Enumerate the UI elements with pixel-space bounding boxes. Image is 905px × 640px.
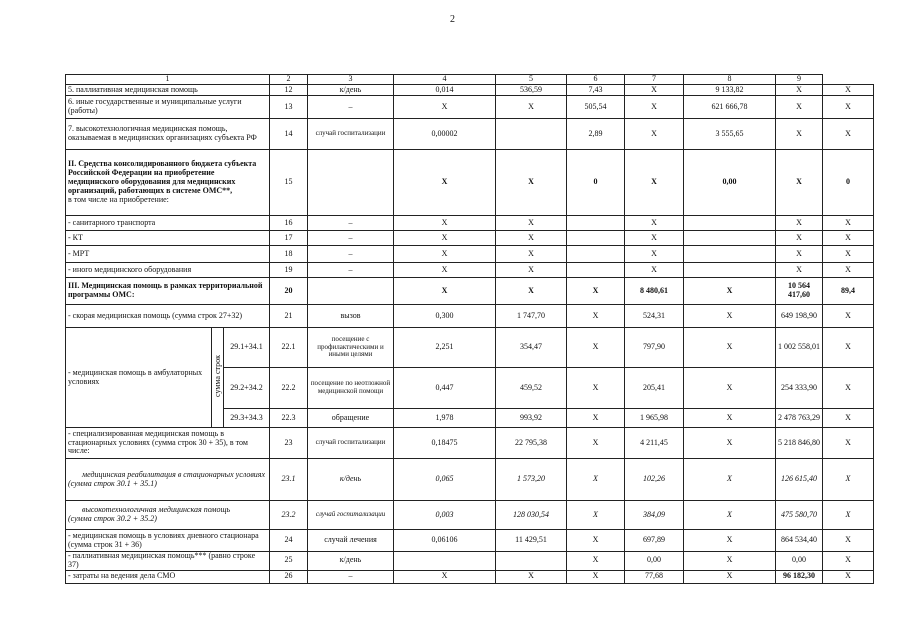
row-label-main: медицинская реабилитация в стационарных условиях bbox=[82, 469, 266, 479]
table-row bbox=[66, 305, 874, 328]
cell-c9: X bbox=[823, 552, 874, 571]
cell-c3: 0,014 bbox=[394, 85, 496, 96]
row-number: 20 bbox=[270, 278, 308, 305]
row-number: 22.2 bbox=[270, 368, 308, 409]
cell-c8: X bbox=[776, 246, 823, 263]
cell-c5: X bbox=[567, 368, 625, 409]
cell-c8: 254 333,90 bbox=[776, 368, 823, 409]
row-label: - медицинская помощь в условиях дневного стационара (сумма строк 31 + 36) bbox=[66, 530, 270, 552]
sum-formula: 29.2+34.2 bbox=[224, 368, 270, 409]
col-4-head: 4 bbox=[394, 75, 496, 85]
cell-c4: X bbox=[496, 231, 567, 246]
cell-c8: 96 182,30 bbox=[776, 570, 823, 583]
table-row bbox=[66, 552, 874, 571]
cell-c4 bbox=[496, 119, 567, 150]
ambulatory-label: - медицинская помощь в амбулаторных условиях bbox=[66, 328, 212, 428]
col-5-head: 5 bbox=[496, 75, 567, 85]
row-unit: вызов bbox=[308, 305, 394, 328]
cell-c5 bbox=[567, 246, 625, 263]
cell-c8: 649 198,90 bbox=[776, 305, 823, 328]
cell-c9: X bbox=[823, 530, 874, 552]
row-unit: посещение по неотложной медицинской помощи bbox=[308, 368, 394, 409]
cell-c6: 102,26 bbox=[625, 459, 684, 501]
cell-c9: X bbox=[823, 368, 874, 409]
cell-c9: X bbox=[823, 328, 874, 368]
cell-c7: X bbox=[684, 305, 776, 328]
table-row bbox=[66, 570, 874, 583]
row-number: 15 bbox=[270, 150, 308, 216]
row-label-sum: (сумма строк 30.2 + 35.2) bbox=[68, 514, 157, 523]
section-title: II. Средства консолидированного бюджета субъекта Российской Федерации на приобретение медицинского оборудования для медицинских организаций, работающих в системе ОМС**, bbox=[68, 159, 257, 195]
row-label bbox=[66, 501, 270, 530]
cell-c3: 0,00002 bbox=[394, 119, 496, 150]
cell-c4: X bbox=[496, 263, 567, 278]
row-unit: посещение с профилактическими и иными целями bbox=[308, 328, 394, 368]
cell-c4: 22 795,38 bbox=[496, 428, 567, 459]
cell-c6: X bbox=[625, 231, 684, 246]
cell-c7 bbox=[684, 246, 776, 263]
cell-c9: X bbox=[823, 305, 874, 328]
cell-c4: 1 573,20 bbox=[496, 459, 567, 501]
row-label: - иного медицинского оборудования bbox=[66, 263, 270, 278]
cell-c6: 697,89 bbox=[625, 530, 684, 552]
cell-c7 bbox=[684, 263, 776, 278]
cell-c9: X bbox=[823, 459, 874, 501]
row-unit: случай госпитализации bbox=[308, 428, 394, 459]
cell-c3: 0,065 bbox=[394, 459, 496, 501]
row-label: 6. иные государственные и муниципальные услуги (работы) bbox=[66, 96, 270, 119]
cell-c3: X bbox=[394, 216, 496, 231]
cell-c8: 126 615,40 bbox=[776, 459, 823, 501]
cell-c3: 1,978 bbox=[394, 409, 496, 428]
table-row bbox=[66, 119, 874, 150]
cell-c9: X bbox=[823, 409, 874, 428]
cell-c4: 354,47 bbox=[496, 328, 567, 368]
row-number: 13 bbox=[270, 96, 308, 119]
cell-c3 bbox=[394, 552, 496, 571]
row-number: 19 bbox=[270, 263, 308, 278]
cell-c5: X bbox=[567, 459, 625, 501]
row-unit: – bbox=[308, 570, 394, 583]
cell-c5: 505,54 bbox=[567, 96, 625, 119]
table-row bbox=[66, 246, 874, 263]
cell-c4: 459,52 bbox=[496, 368, 567, 409]
col-1-head: 1 bbox=[66, 75, 270, 85]
row-unit: обращение bbox=[308, 409, 394, 428]
cell-c6: X bbox=[625, 216, 684, 231]
col-6-head: 6 bbox=[567, 75, 625, 85]
cell-c3: 0,447 bbox=[394, 368, 496, 409]
row-label-main: высокотехнологичная медицинская помощь bbox=[82, 505, 231, 515]
cell-c6: 205,41 bbox=[625, 368, 684, 409]
cell-c7: X bbox=[684, 409, 776, 428]
row-number: 16 bbox=[270, 216, 308, 231]
cell-c3: X bbox=[394, 231, 496, 246]
cell-c5: 0 bbox=[567, 150, 625, 216]
table-row bbox=[66, 263, 874, 278]
cell-c4: 1 747,70 bbox=[496, 305, 567, 328]
cell-c4: X bbox=[496, 246, 567, 263]
cell-c8: X bbox=[776, 263, 823, 278]
row-number: 23 bbox=[270, 428, 308, 459]
cell-c7: 621 666,78 bbox=[684, 96, 776, 119]
cell-c9: X bbox=[823, 231, 874, 246]
row-unit: – bbox=[308, 96, 394, 119]
cell-c8: 475 580,70 bbox=[776, 501, 823, 530]
col-9-head: 9 bbox=[776, 75, 823, 85]
row-label: - затраты на ведения дела СМО bbox=[66, 570, 270, 583]
cell-c9: 0 bbox=[823, 150, 874, 216]
cell-c7: X bbox=[684, 278, 776, 305]
cell-c6: 8 480,61 bbox=[625, 278, 684, 305]
cell-c8: 2 478 763,29 bbox=[776, 409, 823, 428]
sum-formula: 29.1+34.1 bbox=[224, 328, 270, 368]
cell-c8: X bbox=[776, 150, 823, 216]
row-number: 25 bbox=[270, 552, 308, 571]
cell-c4: 128 030,54 bbox=[496, 501, 567, 530]
row-number: 23.2 bbox=[270, 501, 308, 530]
cell-c8: X bbox=[776, 119, 823, 150]
col-8-head: 8 bbox=[684, 75, 776, 85]
cell-c4: 993,92 bbox=[496, 409, 567, 428]
cell-c6: X bbox=[625, 85, 684, 96]
row-label: - специализированная медицинская помощь в стационарных условиях (сумма строк 30 + 35), в том числе: bbox=[66, 428, 270, 459]
cell-c5: 2,89 bbox=[567, 119, 625, 150]
cell-c8: 864 534,40 bbox=[776, 530, 823, 552]
row-label: 7. высокотехнологичная медицинская помощь, оказываемая в медицинских организациях субъекта РФ bbox=[66, 119, 270, 150]
row-label-sum: (сумма строк 30.1 + 35.1) bbox=[68, 478, 157, 488]
cell-c7 bbox=[684, 216, 776, 231]
row-unit: – bbox=[308, 263, 394, 278]
row-number: 24 bbox=[270, 530, 308, 552]
cell-c4: X bbox=[496, 150, 567, 216]
cell-c9: X bbox=[823, 428, 874, 459]
cell-c7: 0,00 bbox=[684, 150, 776, 216]
table-row bbox=[66, 85, 874, 96]
cell-c9: X bbox=[823, 119, 874, 150]
cell-c9: X bbox=[823, 85, 874, 96]
cell-c6: 524,31 bbox=[625, 305, 684, 328]
cell-c6: 384,09 bbox=[625, 501, 684, 530]
row-number: 23.1 bbox=[270, 459, 308, 501]
cell-c5: X bbox=[567, 501, 625, 530]
cell-c3: X bbox=[394, 278, 496, 305]
table-row bbox=[66, 231, 874, 246]
cell-c7: X bbox=[684, 459, 776, 501]
cell-c6: 797,90 bbox=[625, 328, 684, 368]
row-number: 22.3 bbox=[270, 409, 308, 428]
cell-c6: X bbox=[625, 246, 684, 263]
cell-c4: 536,59 bbox=[496, 85, 567, 96]
cell-c6: 1 965,98 bbox=[625, 409, 684, 428]
row-number: 12 bbox=[270, 85, 308, 96]
row-number: 17 bbox=[270, 231, 308, 246]
row-unit: к/день bbox=[308, 552, 394, 571]
cell-c8: X bbox=[776, 231, 823, 246]
col-3-head: 3 bbox=[308, 75, 394, 85]
cell-c7: 9 133,82 bbox=[684, 85, 776, 96]
cell-c8: X bbox=[776, 85, 823, 96]
row-label: - санитарного транспорта bbox=[66, 216, 270, 231]
cell-c6: 0,00 bbox=[625, 552, 684, 571]
cell-c5: X bbox=[567, 278, 625, 305]
row-number: 22.1 bbox=[270, 328, 308, 368]
cell-c9: X bbox=[823, 216, 874, 231]
table-row bbox=[66, 501, 874, 530]
cell-c8: 5 218 846,80 bbox=[776, 428, 823, 459]
row-unit: случай лечения bbox=[308, 530, 394, 552]
row-label: - скорая медицинская помощь (сумма строк 27+32) bbox=[66, 305, 270, 328]
cell-c6: X bbox=[625, 119, 684, 150]
cell-c6: 77,68 bbox=[625, 570, 684, 583]
cell-c4: X bbox=[496, 570, 567, 583]
table-row bbox=[66, 530, 874, 552]
cell-c8: X bbox=[776, 216, 823, 231]
sum-vertical-text: сумма строк bbox=[213, 355, 222, 398]
cell-c5 bbox=[567, 231, 625, 246]
row-label: - паллиативная медицинская помощь*** (равно строке 37) bbox=[66, 552, 270, 571]
cell-c9: 89,4 bbox=[823, 278, 874, 305]
page-number: 2 bbox=[450, 14, 455, 25]
cell-c4: X bbox=[496, 278, 567, 305]
table-row bbox=[66, 216, 874, 231]
column-number-row bbox=[66, 75, 874, 85]
cell-c7: X bbox=[684, 570, 776, 583]
cell-c3: X bbox=[394, 246, 496, 263]
cell-c7: X bbox=[684, 368, 776, 409]
row-unit: к/день bbox=[308, 85, 394, 96]
cell-c3: 0,18475 bbox=[394, 428, 496, 459]
section-subtitle: в том числе на приобретение: bbox=[68, 194, 169, 204]
row-unit: – bbox=[308, 246, 394, 263]
cell-c8: X bbox=[776, 96, 823, 119]
row-label bbox=[66, 459, 270, 501]
cell-c9: X bbox=[823, 246, 874, 263]
cell-c3: 0,003 bbox=[394, 501, 496, 530]
row-label: 5. паллиативная медицинская помощь bbox=[66, 85, 270, 96]
cell-c6: X bbox=[625, 150, 684, 216]
cell-c5: X bbox=[567, 552, 625, 571]
budget-table bbox=[65, 74, 874, 584]
row-label bbox=[66, 150, 270, 216]
cell-c5 bbox=[567, 263, 625, 278]
cell-c9: X bbox=[823, 570, 874, 583]
cell-c8: 10 564 417,60 bbox=[776, 278, 823, 305]
cell-c7: X bbox=[684, 328, 776, 368]
row-number: 26 bbox=[270, 570, 308, 583]
table-row bbox=[66, 278, 874, 305]
cell-c4: X bbox=[496, 216, 567, 231]
cell-c5: X bbox=[567, 570, 625, 583]
table-row bbox=[66, 428, 874, 459]
row-unit: – bbox=[308, 231, 394, 246]
cell-c5: X bbox=[567, 328, 625, 368]
cell-c7: X bbox=[684, 530, 776, 552]
row-number: 21 bbox=[270, 305, 308, 328]
row-unit: к/день bbox=[308, 459, 394, 501]
row-unit: случай госпитализации bbox=[308, 119, 394, 150]
cell-c4: 11 429,51 bbox=[496, 530, 567, 552]
row-unit: – bbox=[308, 216, 394, 231]
cell-c4: X bbox=[496, 96, 567, 119]
cell-c7 bbox=[684, 231, 776, 246]
cell-c3: X bbox=[394, 150, 496, 216]
cell-c8: 0,00 bbox=[776, 552, 823, 571]
row-unit bbox=[308, 150, 394, 216]
row-label: - КТ bbox=[66, 231, 270, 246]
sum-formula: 29.3+34.3 bbox=[224, 409, 270, 428]
row-unit bbox=[308, 278, 394, 305]
cell-c5: 7,43 bbox=[567, 85, 625, 96]
table-row bbox=[66, 150, 874, 216]
cell-c3: 0,300 bbox=[394, 305, 496, 328]
cell-c7: X bbox=[684, 501, 776, 530]
cell-c7: X bbox=[684, 428, 776, 459]
cell-c4 bbox=[496, 552, 567, 571]
cell-c5: X bbox=[567, 530, 625, 552]
cell-c6: X bbox=[625, 96, 684, 119]
col-7-head: 7 bbox=[625, 75, 684, 85]
cell-c3: 0,06106 bbox=[394, 530, 496, 552]
cell-c7: X bbox=[684, 552, 776, 571]
cell-c9: X bbox=[823, 263, 874, 278]
table-row bbox=[66, 328, 874, 368]
cell-c3: 2,251 bbox=[394, 328, 496, 368]
row-number: 18 bbox=[270, 246, 308, 263]
row-label: - МРТ bbox=[66, 246, 270, 263]
cell-c5: X bbox=[567, 428, 625, 459]
cell-c3: X bbox=[394, 96, 496, 119]
sum-vertical-label bbox=[212, 328, 224, 428]
cell-c3: X bbox=[394, 570, 496, 583]
cell-c9: X bbox=[823, 501, 874, 530]
cell-c6: 4 211,45 bbox=[625, 428, 684, 459]
row-label: III. Медицинская помощь в рамках территориальной программы ОМС: bbox=[66, 278, 270, 305]
cell-c5 bbox=[567, 216, 625, 231]
cell-c7: 3 555,65 bbox=[684, 119, 776, 150]
row-unit: случай госпитализации bbox=[308, 501, 394, 530]
row-number: 14 bbox=[270, 119, 308, 150]
table-row bbox=[66, 96, 874, 119]
cell-c6: X bbox=[625, 263, 684, 278]
col-2-head: 2 bbox=[270, 75, 308, 85]
table-row bbox=[66, 459, 874, 501]
cell-c5: X bbox=[567, 409, 625, 428]
cell-c5: X bbox=[567, 305, 625, 328]
cell-c9: X bbox=[823, 96, 874, 119]
cell-c3: X bbox=[394, 263, 496, 278]
cell-c8: 1 002 558,01 bbox=[776, 328, 823, 368]
